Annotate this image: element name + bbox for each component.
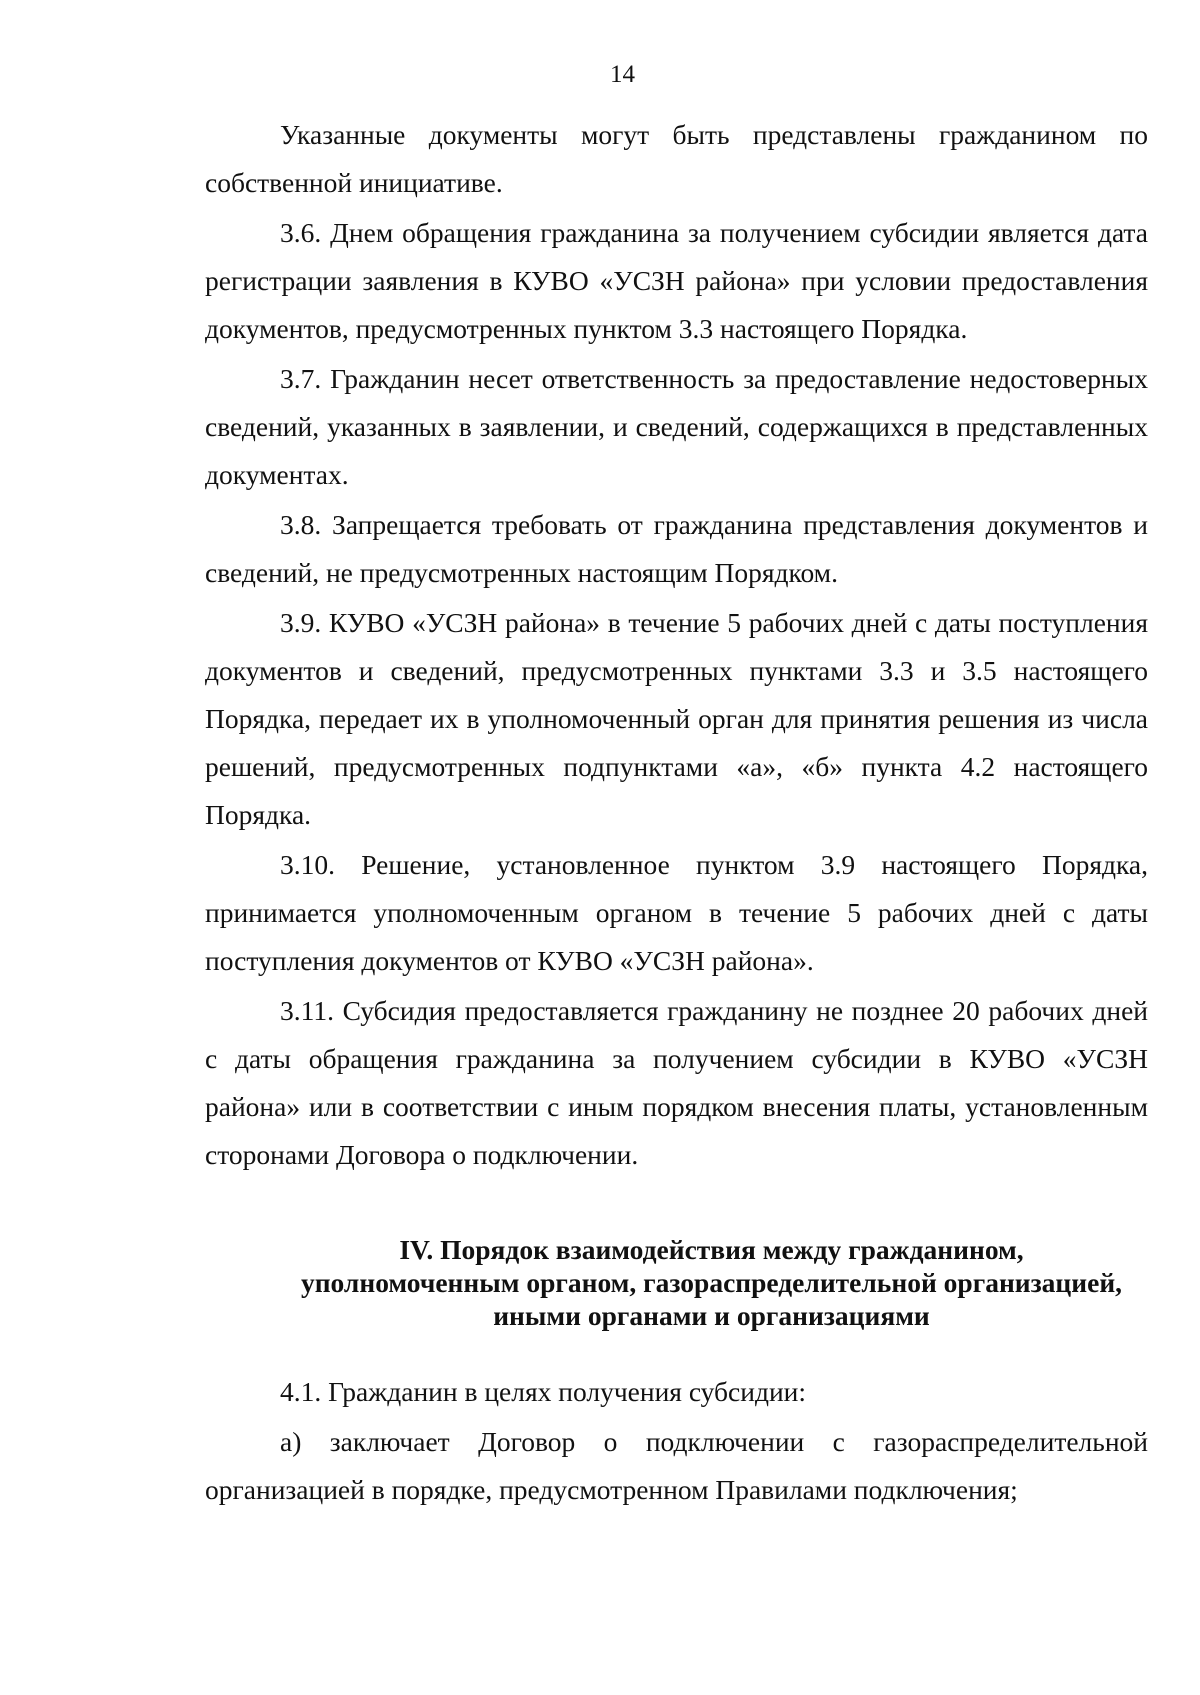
paragraph-4-1-a: а) заключает Договор о подключении с газораспределительной организацией в порядке, предусмотренном Правилами подключения; [205,1426,1148,1505]
paragraph-3-9: 3.9. КУВО «УСЗН района» в течение 5 рабочих дней с даты поступления документов и сведений, предусмотренных пунктами 3.3 и 3.5 настоящего Порядка, передает их в уполномоченный орган для принятия решения из числа решений, предусмотренных подпунктами «а», «б» пункта 4.2 настоящего Порядка. [205,607,1148,830]
section-heading-line: IV. Порядок взаимодействия между гражданином, [399,1234,1024,1265]
page-number: 14 [610,61,635,88]
paragraph-3-10: 3.10. Решение, установленное пунктом 3.9 настоящего Порядка, принимается уполномоченным органом в течение 5 рабочих дней с даты поступления документов от КУВО «УСЗН района». [205,849,1148,976]
paragraph-3-11: 3.11. Субсидия предоставляется гражданину не позднее 20 рабочих дней с даты обращения гражданина за получением субсидии в КУВО «УСЗН района» или в соответствии с иным порядком внесения платы, установленным сторонами Договора о подключении. [205,995,1148,1170]
paragraph-3-7: 3.7. Гражданин несет ответственность за предоставление недостоверных сведений, указанных в заявлении, и сведений, содержащихся в представленных документах. [205,363,1148,490]
paragraph-3-6: 3.6. Днем обращения гражданина за получением субсидии является дата регистрации заявления в КУВО «УСЗН района» при условии предоставления документов, предусмотренных пунктом 3.3 настоящего Порядка. [205,217,1148,344]
section-heading-line: иными органами и организациями [493,1300,930,1331]
section-heading-iv [205,1233,1148,1332]
document-body [205,111,1148,1514]
paragraph-4-1: 4.1. Гражданин в целях получения субсидии: [280,1376,807,1407]
paragraph-documents-initiative: Указанные документы могут быть представлены гражданином по собственной инициативе. [205,119,1148,198]
paragraph-3-8: 3.8. Запрещается требовать от гражданина представления документов и сведений, не предусмотренных настоящим Порядком. [205,509,1148,588]
section-heading-line: уполномоченным органом, газораспределительной организацией, [300,1267,1123,1298]
